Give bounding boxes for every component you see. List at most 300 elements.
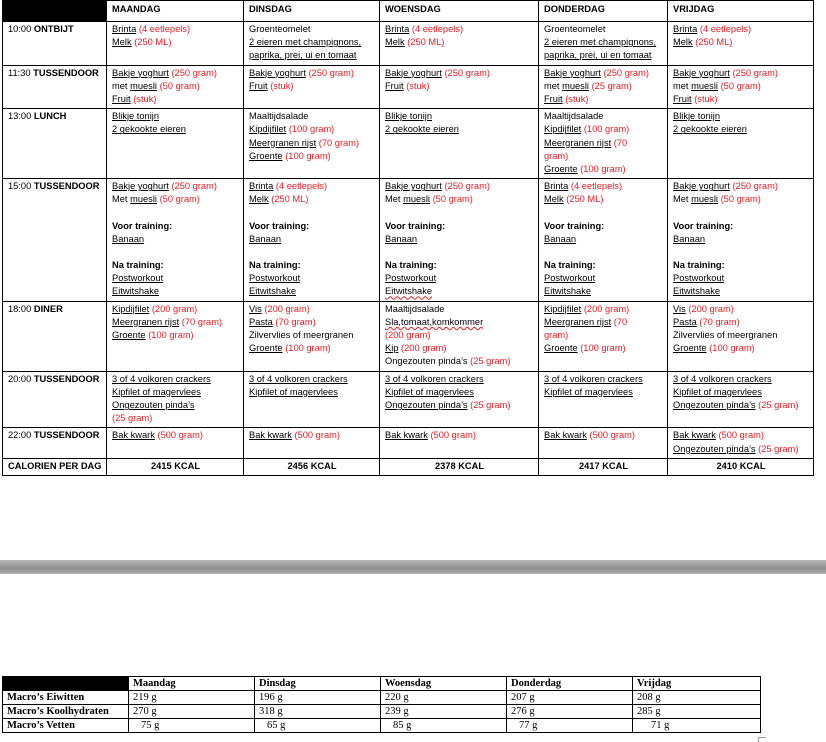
quantity: (100 gram) — [709, 343, 755, 354]
meal-time: 10:00 — [8, 24, 32, 34]
quantity: (500 gram) — [157, 430, 203, 441]
macro-value: 65 g — [255, 719, 381, 733]
food-text: Met — [673, 194, 692, 205]
food-line — [544, 93, 663, 106]
meal-cell — [539, 371, 668, 428]
meal-row — [3, 179, 814, 301]
calorie-row — [3, 458, 814, 475]
food-line — [112, 329, 239, 342]
quantity: (250 gram) — [171, 67, 217, 78]
food-text: Groenteomelet — [544, 24, 606, 34]
meal-cell — [668, 65, 814, 109]
meal-cell — [668, 428, 814, 458]
meal-time-cell — [3, 371, 107, 428]
food-line — [544, 373, 663, 386]
quantity: (500 gram) — [589, 430, 635, 441]
quantity: (70 gram) — [181, 316, 223, 327]
meal-name: TUSSENDOOR — [33, 373, 100, 384]
food-line — [673, 110, 809, 123]
food-line — [112, 193, 239, 206]
meal-cell — [668, 179, 814, 301]
quantity: (250 gram) — [308, 67, 354, 78]
food-item: Vis — [673, 303, 686, 314]
meal-cell — [107, 428, 244, 458]
food-line — [673, 233, 809, 246]
quantity: (stuk) — [406, 80, 430, 91]
quantity: (100 gram) — [580, 164, 626, 175]
meal-cell — [107, 301, 244, 371]
food-line — [249, 329, 375, 342]
food-item: Banaan — [385, 233, 418, 244]
quantity: (250 gram) — [444, 67, 490, 78]
food-line — [385, 67, 534, 80]
food-item: Kipfilet of magervlees — [112, 386, 201, 397]
meal-cell — [539, 22, 668, 66]
quantity: gram) — [544, 150, 569, 161]
food-line — [112, 36, 239, 49]
food-line — [249, 80, 375, 93]
quantity: (4 eetlepels) — [699, 24, 752, 34]
macro-header-row — [3, 677, 761, 691]
meal-row — [3, 301, 814, 371]
food-item: Ongezouten pinda’s — [112, 400, 195, 411]
food-line — [112, 93, 239, 106]
food-line — [544, 123, 663, 136]
meal-cell — [244, 109, 380, 179]
meal-cell — [380, 301, 539, 371]
quantity: (25 gram) — [591, 80, 632, 91]
meal-time-cell — [3, 179, 107, 301]
macro-day-header: Donderdag — [507, 677, 633, 691]
meal-cell — [107, 109, 244, 179]
spacer — [249, 207, 375, 220]
day-header: VRIJDAG — [668, 1, 814, 22]
macro-value: 207 g — [507, 691, 633, 705]
training-label: Na training: — [385, 260, 437, 271]
food-item: Brinta — [249, 181, 274, 192]
macro-value: 77 g — [507, 719, 633, 733]
food-line — [673, 386, 809, 399]
food-item: Kipdijfilet — [544, 124, 582, 135]
food-item: Melk — [249, 194, 269, 205]
food-item: Groente — [544, 343, 578, 354]
food-line — [112, 429, 239, 442]
quantity: (250 gram) — [603, 67, 649, 78]
food-item: Postworkout — [112, 273, 164, 284]
spacer — [385, 246, 534, 259]
food-item: Meergranen rijst — [249, 137, 317, 148]
food-line — [249, 272, 375, 285]
meal-name: TUSSENDOOR — [33, 430, 100, 441]
quantity: (50 gram) — [159, 80, 200, 91]
macro-value: 220 g — [381, 691, 507, 705]
quantity: (25 gram) — [112, 413, 153, 424]
food-line — [673, 180, 809, 193]
food-item: Bakje yoghurt — [112, 181, 169, 192]
food-item: Postworkout — [385, 273, 437, 284]
quantity: (250 gram) — [171, 181, 217, 192]
food-line — [673, 316, 809, 329]
food-line — [249, 233, 375, 246]
food-line — [544, 36, 663, 62]
food-line — [385, 342, 534, 355]
meal-time-cell — [3, 65, 107, 109]
food-line — [385, 429, 534, 442]
calorie-total: 2417 KCAL — [539, 458, 668, 475]
spacer — [385, 207, 534, 220]
food-item: Bakje yoghurt — [249, 67, 306, 78]
food-line — [112, 123, 239, 136]
food-line — [385, 373, 534, 386]
food-item: Meergranen rijst — [544, 137, 612, 148]
quantity: (stuk) — [565, 94, 589, 105]
quantity: (500 gram) — [294, 430, 340, 441]
training-label: Na training: — [544, 260, 596, 271]
quantity: gram) — [544, 330, 569, 341]
food-line — [385, 193, 534, 206]
food-line — [249, 373, 375, 386]
quantity: (200 gram) — [264, 303, 310, 314]
meal-name: DINER — [33, 303, 63, 314]
quantity: (stuk) — [694, 94, 718, 105]
food-line — [249, 386, 375, 399]
food-item: Bakje yoghurt — [112, 67, 169, 78]
meal-cell — [107, 65, 244, 109]
meal-time-cell — [3, 428, 107, 458]
food-line — [673, 67, 809, 80]
meal-cell — [244, 65, 380, 109]
food-line — [544, 80, 663, 93]
meal-cell — [380, 22, 539, 66]
header-corner-cell — [3, 1, 107, 22]
food-item: Kipfilet of magervlees — [673, 386, 762, 397]
meal-time: 13:00 — [8, 111, 32, 122]
quantity: (250 gram) — [444, 181, 490, 192]
food-item: 2 eieren met champignons, paprika, prei, ui en tomaat — [249, 37, 362, 61]
food-item: Eitwitshake — [544, 286, 592, 297]
meal-time: 15:00 — [8, 181, 32, 192]
food-line — [112, 272, 239, 285]
quantity: (70 — [613, 137, 628, 148]
quantity: (200 gram) — [385, 330, 431, 341]
food-line — [112, 285, 239, 298]
training-label: Voor training: — [112, 220, 173, 231]
food-line — [544, 150, 663, 163]
quantity: (200 gram) — [401, 343, 447, 354]
food-line — [673, 193, 809, 206]
quantity: (50 gram) — [432, 194, 473, 205]
food-item: Brinta — [112, 24, 137, 34]
quantity: (200 gram) — [151, 303, 198, 314]
food-line — [249, 303, 375, 316]
food-item: Kipdijfilet — [544, 303, 582, 314]
food-line — [112, 399, 239, 412]
food-item: Ongezouten pinda’s — [673, 443, 756, 454]
food-item: Bakje yoghurt — [544, 67, 601, 78]
food-line — [385, 386, 534, 399]
macro-rows — [3, 691, 761, 733]
spacer — [673, 246, 809, 259]
macro-corner-cell — [3, 677, 129, 691]
food-line — [673, 80, 809, 93]
quantity: (100 gram) — [288, 124, 335, 135]
food-line — [673, 429, 809, 442]
macro-day-header: Dinsdag — [255, 677, 381, 691]
quantity: (50 gram) — [720, 80, 761, 91]
food-item: Groente — [249, 150, 283, 161]
food-line — [544, 429, 663, 442]
macro-value: 196 g — [255, 691, 381, 705]
meal-cell — [539, 179, 668, 301]
meal-time-cell — [3, 109, 107, 179]
meal-cell — [380, 109, 539, 179]
food-line — [544, 272, 663, 285]
food-item: muesli — [403, 194, 430, 205]
day-header: DINSDAG — [244, 1, 380, 22]
food-item: muesli — [691, 194, 718, 205]
quantity: (100 gram) — [583, 124, 630, 135]
food-line — [385, 36, 534, 49]
calorie-label: CALORIEN PER DAG — [3, 458, 107, 475]
food-item: Bak kwark — [249, 430, 292, 441]
food-line — [673, 93, 809, 106]
food-item: Kipfilet of magervlees — [249, 386, 338, 397]
food-line — [673, 272, 809, 285]
food-line — [385, 272, 534, 285]
food-line — [112, 373, 239, 386]
training-label: Voor training: — [249, 220, 310, 231]
meal-cell — [244, 428, 380, 458]
quantity: (70 — [613, 316, 628, 327]
quantity: (100 gram) — [285, 343, 331, 354]
food-item: 2 gekookte eieren — [673, 124, 747, 135]
quantity: (500 gram) — [718, 430, 764, 441]
food-item: Melk — [673, 37, 693, 48]
day-header: WOENSDAG — [380, 1, 539, 22]
meal-cell — [668, 22, 814, 66]
food-line — [385, 233, 534, 246]
training-label: Na training: — [249, 260, 301, 271]
meal-cell — [380, 65, 539, 109]
quantity: (70 gram) — [699, 316, 740, 327]
meal-cell — [107, 371, 244, 428]
meal-cell — [244, 22, 380, 66]
food-item: Brinta — [385, 24, 410, 34]
training-label: Na training: — [112, 260, 164, 271]
food-item: Groente — [112, 330, 146, 341]
food-item: 3 of 4 volkoren crackers — [249, 373, 348, 384]
food-line — [673, 373, 809, 386]
food-item: 2 gekookte eieren — [112, 124, 186, 135]
food-item: Banaan — [112, 233, 145, 244]
quantity: (200 gram) — [583, 303, 630, 314]
food-item: Groente — [249, 343, 283, 354]
food-line — [673, 303, 809, 316]
food-item: muesli — [130, 194, 157, 205]
macro-value: 85 g — [381, 719, 507, 733]
quantity: (25 gram) — [758, 400, 799, 411]
food-line — [112, 233, 239, 246]
calorie-total: 2410 KCAL — [668, 458, 814, 475]
quantity: (500 gram) — [430, 430, 476, 441]
food-item: Postworkout — [673, 273, 725, 284]
food-item: Fruit — [385, 80, 404, 91]
food-item: Kipdijfilet — [112, 303, 150, 314]
meal-plan-table — [2, 0, 814, 476]
food-item: 2 eieren met champignons, paprika, prei, ui en tomaat — [544, 37, 657, 61]
quantity: (100 gram) — [148, 330, 194, 341]
food-item: Pasta — [249, 316, 273, 327]
meal-name: TUSSENDOOR — [33, 67, 99, 78]
food-item: Blikje tonijn — [112, 111, 160, 122]
food-item: Fruit — [249, 80, 268, 91]
meal-time-cell — [3, 301, 107, 371]
meal-time: 20:00 — [8, 373, 32, 384]
food-item: Eitwitshake — [249, 286, 297, 297]
meal-row — [3, 371, 814, 428]
food-item: Ongezouten pinda’s — [385, 400, 468, 411]
food-item: Eitwitshake — [112, 286, 160, 297]
food-line — [112, 180, 239, 193]
quantity: (250 ML) — [407, 37, 445, 48]
meal-rows — [3, 22, 814, 459]
food-item: 2 gekookte eieren — [385, 124, 459, 135]
food-text: met — [673, 80, 692, 91]
macro-day-header: Woensdag — [381, 677, 507, 691]
food-item: Banaan — [544, 233, 577, 244]
food-line — [544, 285, 663, 298]
meal-row — [3, 22, 814, 66]
macro-value: 285 g — [633, 705, 761, 719]
macro-value: 318 g — [255, 705, 381, 719]
food-line — [544, 233, 663, 246]
food-line — [544, 67, 663, 80]
food-item: Melk — [112, 37, 132, 48]
food-item: Blikje tonijn — [673, 111, 721, 122]
calorie-total: 2456 KCAL — [244, 458, 380, 475]
food-item: Postworkout — [544, 273, 596, 284]
food-item: Bakje yoghurt — [673, 181, 730, 192]
food-line — [544, 303, 663, 316]
food-line — [673, 285, 809, 298]
food-line — [385, 316, 534, 329]
quantity: (100 gram) — [580, 343, 626, 354]
food-line — [249, 36, 375, 62]
food-line — [385, 399, 534, 412]
food-item: Fruit — [544, 94, 563, 105]
meal-cell — [244, 179, 380, 301]
food-line — [112, 110, 239, 123]
food-line — [249, 150, 375, 163]
quantity: (stuk) — [270, 80, 294, 91]
food-item: Brinta — [673, 24, 698, 34]
meal-row — [3, 428, 814, 458]
food-line — [544, 329, 663, 342]
food-line — [544, 163, 663, 176]
food-item: Bak kwark — [385, 430, 428, 441]
food-line — [249, 110, 375, 123]
food-item: Banaan — [249, 233, 282, 244]
food-item: 3 of 4 volkoren crackers — [673, 373, 772, 384]
food-line — [112, 67, 239, 80]
quantity: (250 gram) — [732, 181, 778, 192]
page-separator — [0, 560, 826, 574]
food-item: Brinta — [544, 181, 569, 192]
quantity: (25 gram) — [470, 400, 511, 411]
food-item: 3 of 4 volkoren crackers — [385, 373, 484, 384]
food-item: Vis — [249, 303, 262, 314]
food-item: 3 of 4 volkoren crackers — [544, 373, 643, 384]
food-text: Maaltijdsalade — [249, 111, 309, 122]
meal-time: 11:30 — [8, 67, 31, 78]
food-text: met — [544, 80, 563, 91]
food-item: Postworkout — [249, 273, 301, 284]
training-label: Voor training: — [385, 220, 446, 231]
quantity: (70 gram) — [275, 316, 316, 327]
macro-value: 239 g — [381, 705, 507, 719]
food-item: Fruit — [112, 94, 131, 105]
meal-cell — [380, 428, 539, 458]
food-item: Bak kwark — [112, 430, 155, 441]
day-header-row — [3, 1, 814, 22]
food-item: Banaan — [673, 233, 706, 244]
food-item: Melk — [544, 194, 564, 205]
quantity: (50 gram) — [159, 194, 200, 205]
food-text: met — [112, 80, 131, 91]
macro-label: Macro’s Eiwitten — [3, 691, 129, 705]
food-line — [385, 329, 534, 342]
training-label: Na training: — [673, 260, 725, 271]
food-item: Blikje tonijn — [385, 111, 433, 122]
quantity: (250 ML) — [695, 37, 733, 48]
spacer — [112, 246, 239, 259]
food-line — [112, 23, 239, 36]
food-line — [249, 285, 375, 298]
meal-cell — [668, 301, 814, 371]
food-line — [544, 316, 663, 329]
quantity: (4 eetlepels) — [138, 24, 191, 34]
food-line — [112, 80, 239, 93]
meal-cell — [539, 65, 668, 109]
quantity: (4 eetlepels) — [275, 181, 328, 192]
meal-name: LUNCH — [33, 111, 67, 122]
macro-row — [3, 691, 761, 705]
food-item: Groente — [673, 343, 707, 354]
food-line — [385, 285, 534, 298]
page-2 — [0, 574, 826, 741]
macro-value: 270 g — [129, 705, 255, 719]
quantity: (200 gram) — [688, 303, 734, 314]
food-line — [249, 429, 375, 442]
food-line — [544, 180, 663, 193]
food-item: Kipdijfilet — [249, 124, 287, 135]
food-item: Bakje yoghurt — [673, 67, 730, 78]
spacer — [544, 246, 663, 259]
meal-cell — [380, 371, 539, 428]
quantity: (stuk) — [133, 94, 157, 105]
macro-value: 276 g — [507, 705, 633, 719]
food-line — [544, 110, 663, 123]
macro-value: 208 g — [633, 691, 761, 705]
macro-value: 71 g — [633, 719, 761, 733]
food-line — [385, 355, 534, 368]
food-line — [112, 386, 239, 399]
meal-cell — [539, 428, 668, 458]
food-text: Met — [385, 194, 404, 205]
macro-label: Macro’s Koolhydraten — [3, 705, 129, 719]
meal-cell — [539, 109, 668, 179]
meal-name: TUSSENDOOR — [33, 181, 100, 192]
